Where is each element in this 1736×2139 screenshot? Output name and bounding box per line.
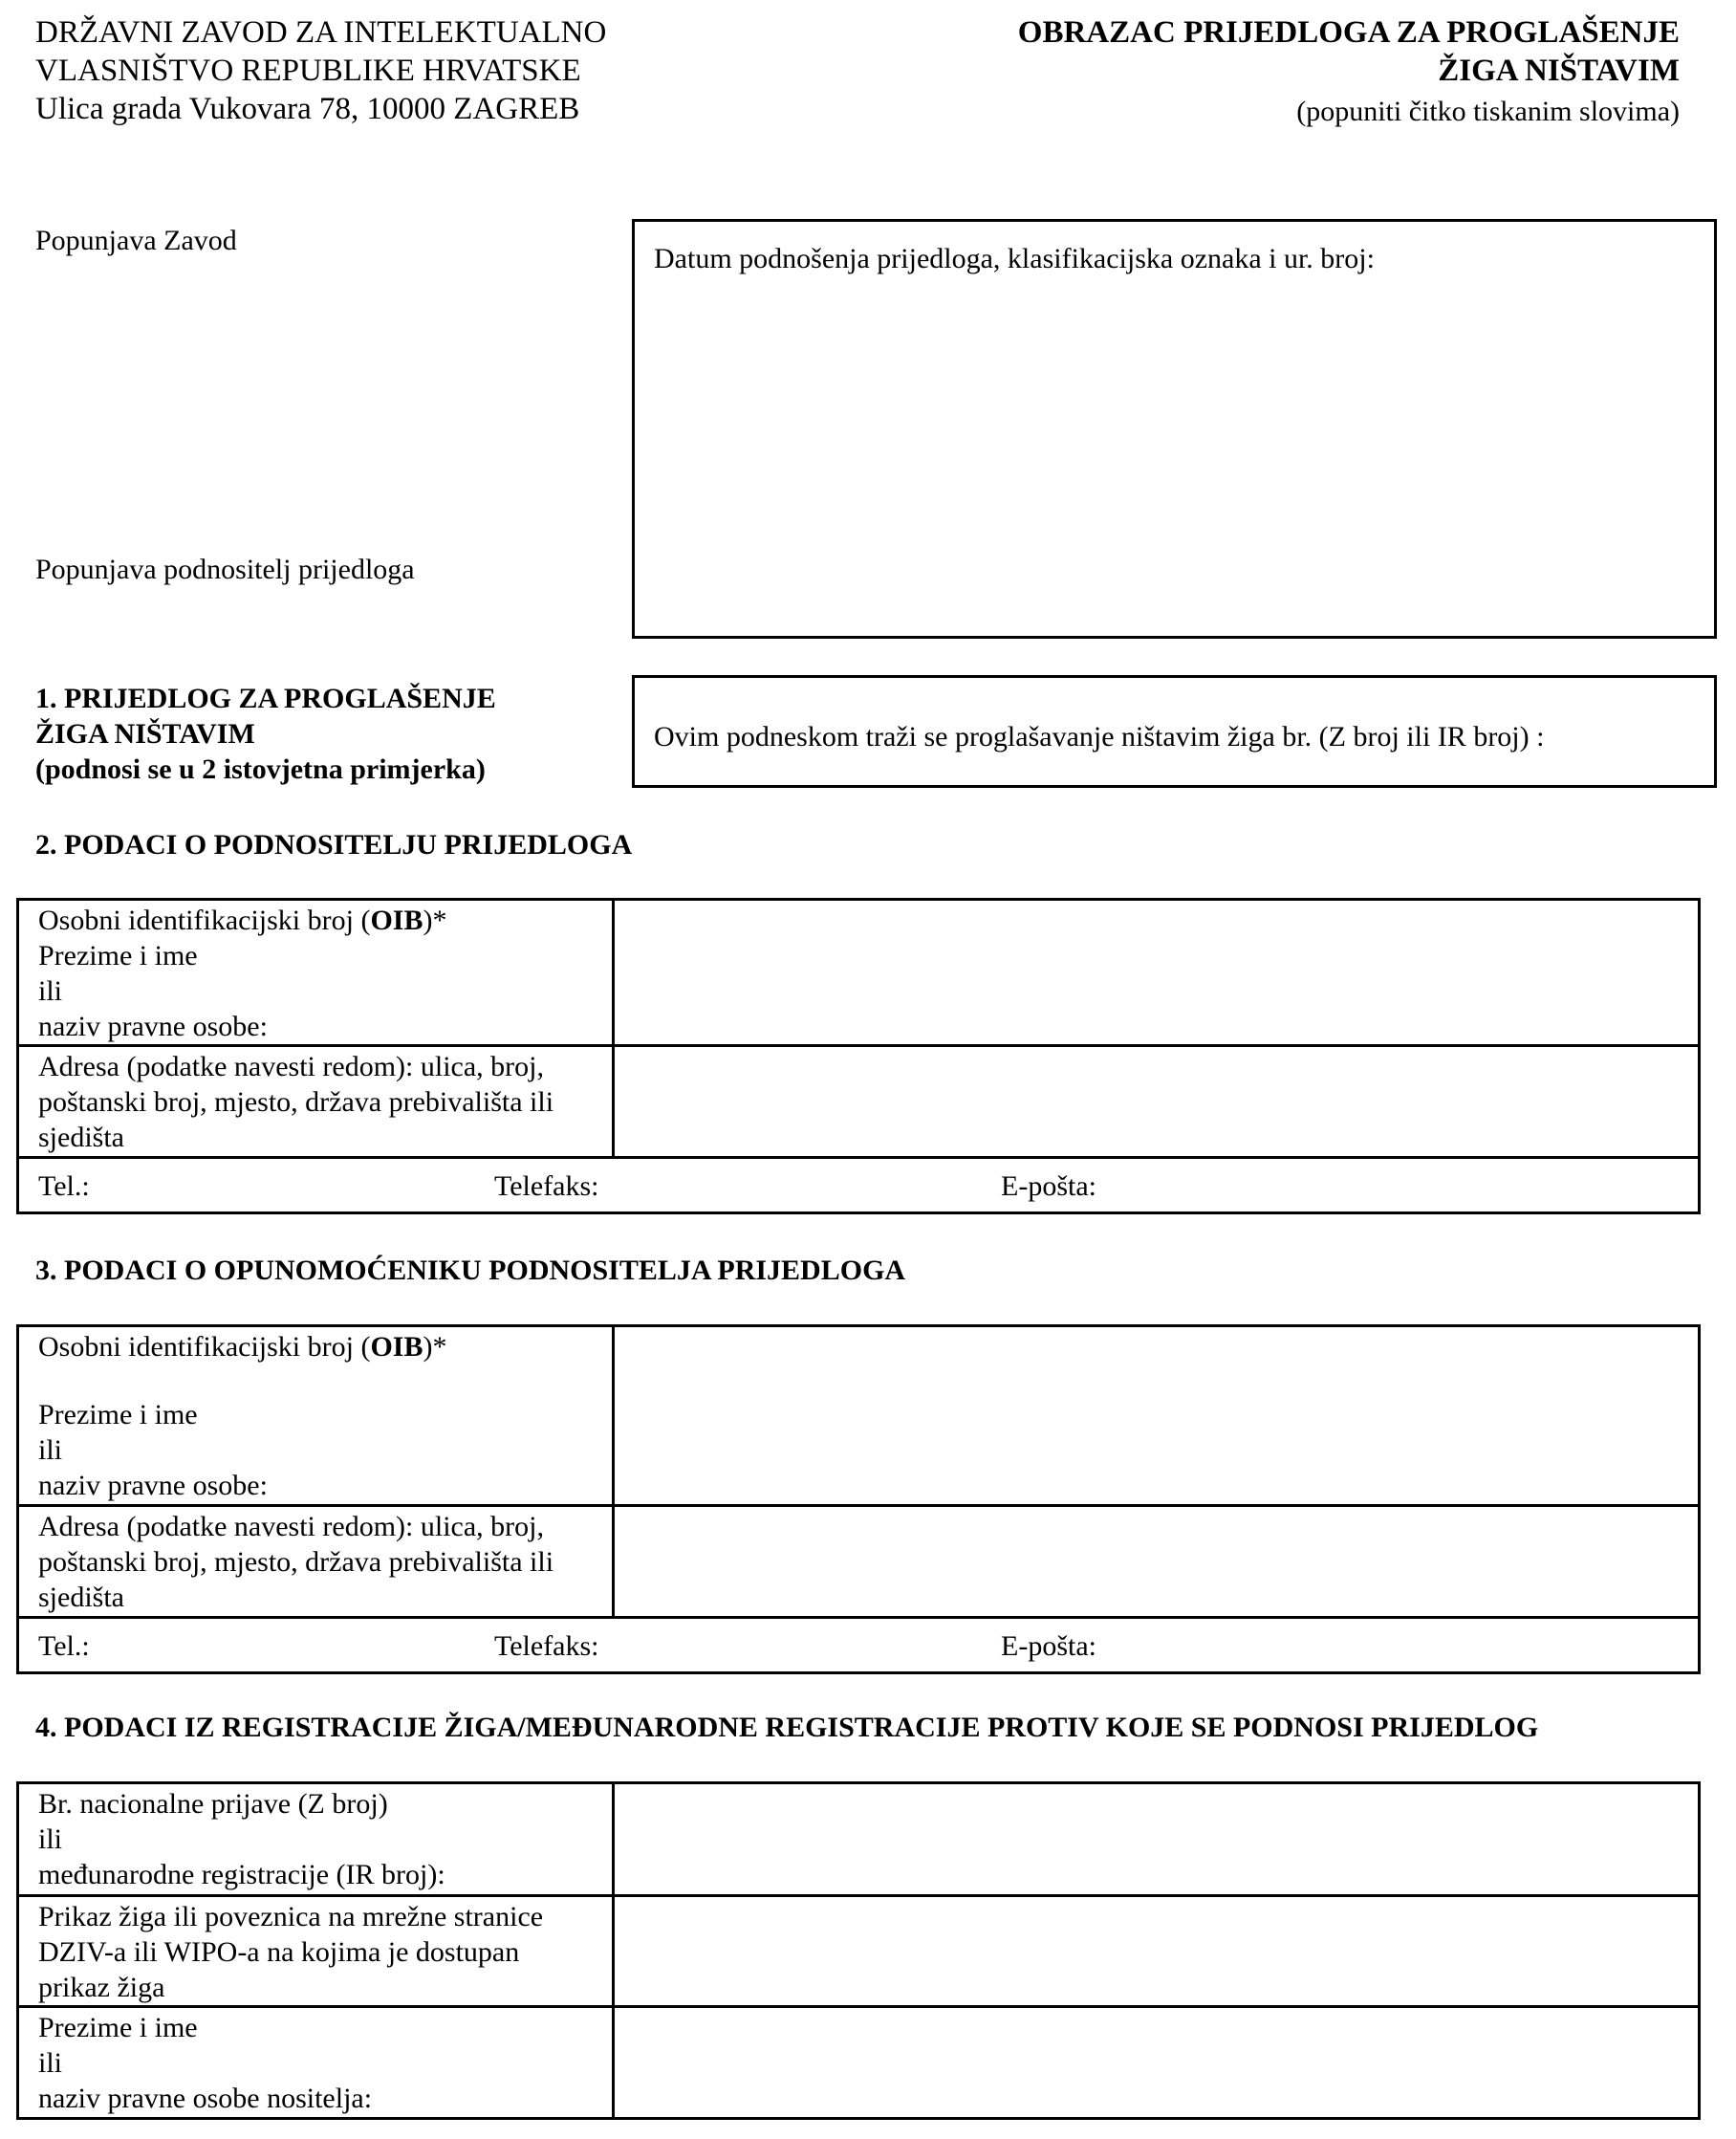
section1-title-line-2: ŽIGA NIŠTAVIM: [35, 718, 255, 750]
form-title-line-2: ŽIGA NIŠTAVIM: [1438, 54, 1680, 88]
registration-number-field[interactable]: [614, 1783, 1700, 1896]
form-instruction: (popuniti čitko tiskanim slovima): [1296, 96, 1680, 127]
org-name-line-1: DRŽAVNI ZAVOD ZA INTELEKTUALNO: [35, 15, 607, 50]
trademark-number-label: Ovim podneskom traži se proglašavanje ništavim žiga br. (Z broj ili IR broj) :: [654, 721, 1545, 753]
applicant-fill-label: Popunjava podnositelj prijedloga: [35, 554, 415, 585]
office-box-label: Datum podnošenja prijedloga, klasifikacijska oznaka i ur. broj:: [654, 243, 1375, 274]
applicant-oib-name-field[interactable]: [614, 900, 1700, 1046]
applicant-table: [16, 898, 1701, 1214]
org-address: Ulica grada Vukovara 78, 10000 ZAGREB: [35, 92, 580, 126]
org-name-line-2: VLASNIŠTVO REPUBLIKE HRVATSKE: [35, 54, 581, 88]
office-use-box[interactable]: [632, 219, 1717, 639]
representative-address-label: Adresa (podatke navesti redom): ulica, broj, poštanski broj, mjesto, država prebivališta ili sjedišta: [18, 1506, 614, 1618]
applicant-address-label: Adresa (podatke navesti redom): ulica, broj, poštanski broj, mjesto, država prebivališta ili sjedišta: [18, 1046, 614, 1158]
form-title: [1018, 13, 1680, 90]
representative-oib-name-label: Osobni identifikacijski broj (OIB)* Prezime i ime ili naziv pravne osobe:: [18, 1326, 614, 1506]
section1-title-line-1: 1. PRIJEDLOG ZA PROGLAŠENJE: [35, 683, 496, 714]
representative-email-label: E-pošta:: [1001, 1630, 1096, 1662]
trademark-display-field[interactable]: [614, 1896, 1700, 2007]
section1-title: [35, 681, 496, 787]
office-fill-label: Popunjava Zavod: [35, 225, 237, 256]
applicant-email-label: E-pošta:: [1001, 1170, 1096, 1202]
applicant-tel-label: Tel.:: [38, 1170, 90, 1202]
section1-note: (podnosi se u 2 istovjetna primjerka): [35, 753, 486, 785]
trademark-display-label: Prikaz žiga ili poveznica na mrežne stranice DZIV-a ili WIPO-a na kojima je dostupan prikaz žiga: [18, 1896, 614, 2007]
representative-table: [16, 1324, 1701, 1674]
applicant-fax-label: Telefaks:: [494, 1170, 599, 1202]
representative-oib-name-field[interactable]: [614, 1326, 1700, 1506]
registration-number-label: Br. nacionalne prijave (Z broj) ili međunarodne registracije (IR broj):: [18, 1783, 614, 1896]
applicant-address-field[interactable]: [614, 1046, 1700, 1158]
representative-address-field[interactable]: [614, 1506, 1700, 1618]
section2-title: 2. PODACI O PODNOSITELJU PRIJEDLOGA: [35, 829, 633, 861]
registration-table: [16, 1781, 1701, 2120]
trademark-number-box[interactable]: [632, 675, 1717, 788]
representative-fax-label: Telefaks:: [494, 1630, 599, 1662]
section3-title: 3. PODACI O OPUNOMOĆENIKU PODNOSITELJA PRIJEDLOGA: [35, 1255, 906, 1286]
representative-contact-row[interactable]: [18, 1618, 1700, 1673]
office-address: [35, 13, 606, 128]
applicant-oib-name-label: Osobni identifikacijski broj (OIB)* Prezime i ime ili naziv pravne osobe:: [18, 900, 614, 1046]
holder-name-label: Prezime i ime ili naziv pravne osobe nositelja:: [18, 2007, 614, 2119]
applicant-contact-row[interactable]: [18, 1158, 1700, 1213]
representative-tel-label: Tel.:: [38, 1630, 90, 1662]
holder-name-field[interactable]: [614, 2007, 1700, 2119]
form-title-line-1: OBRAZAC PRIJEDLOGA ZA PROGLAŠENJE: [1017, 15, 1680, 50]
section4-title: 4. PODACI IZ REGISTRACIJE ŽIGA/MEĐUNARODNE REGISTRACIJE PROTIV KOJE SE PODNOSI PRIJEDLOG: [35, 1712, 1539, 1743]
